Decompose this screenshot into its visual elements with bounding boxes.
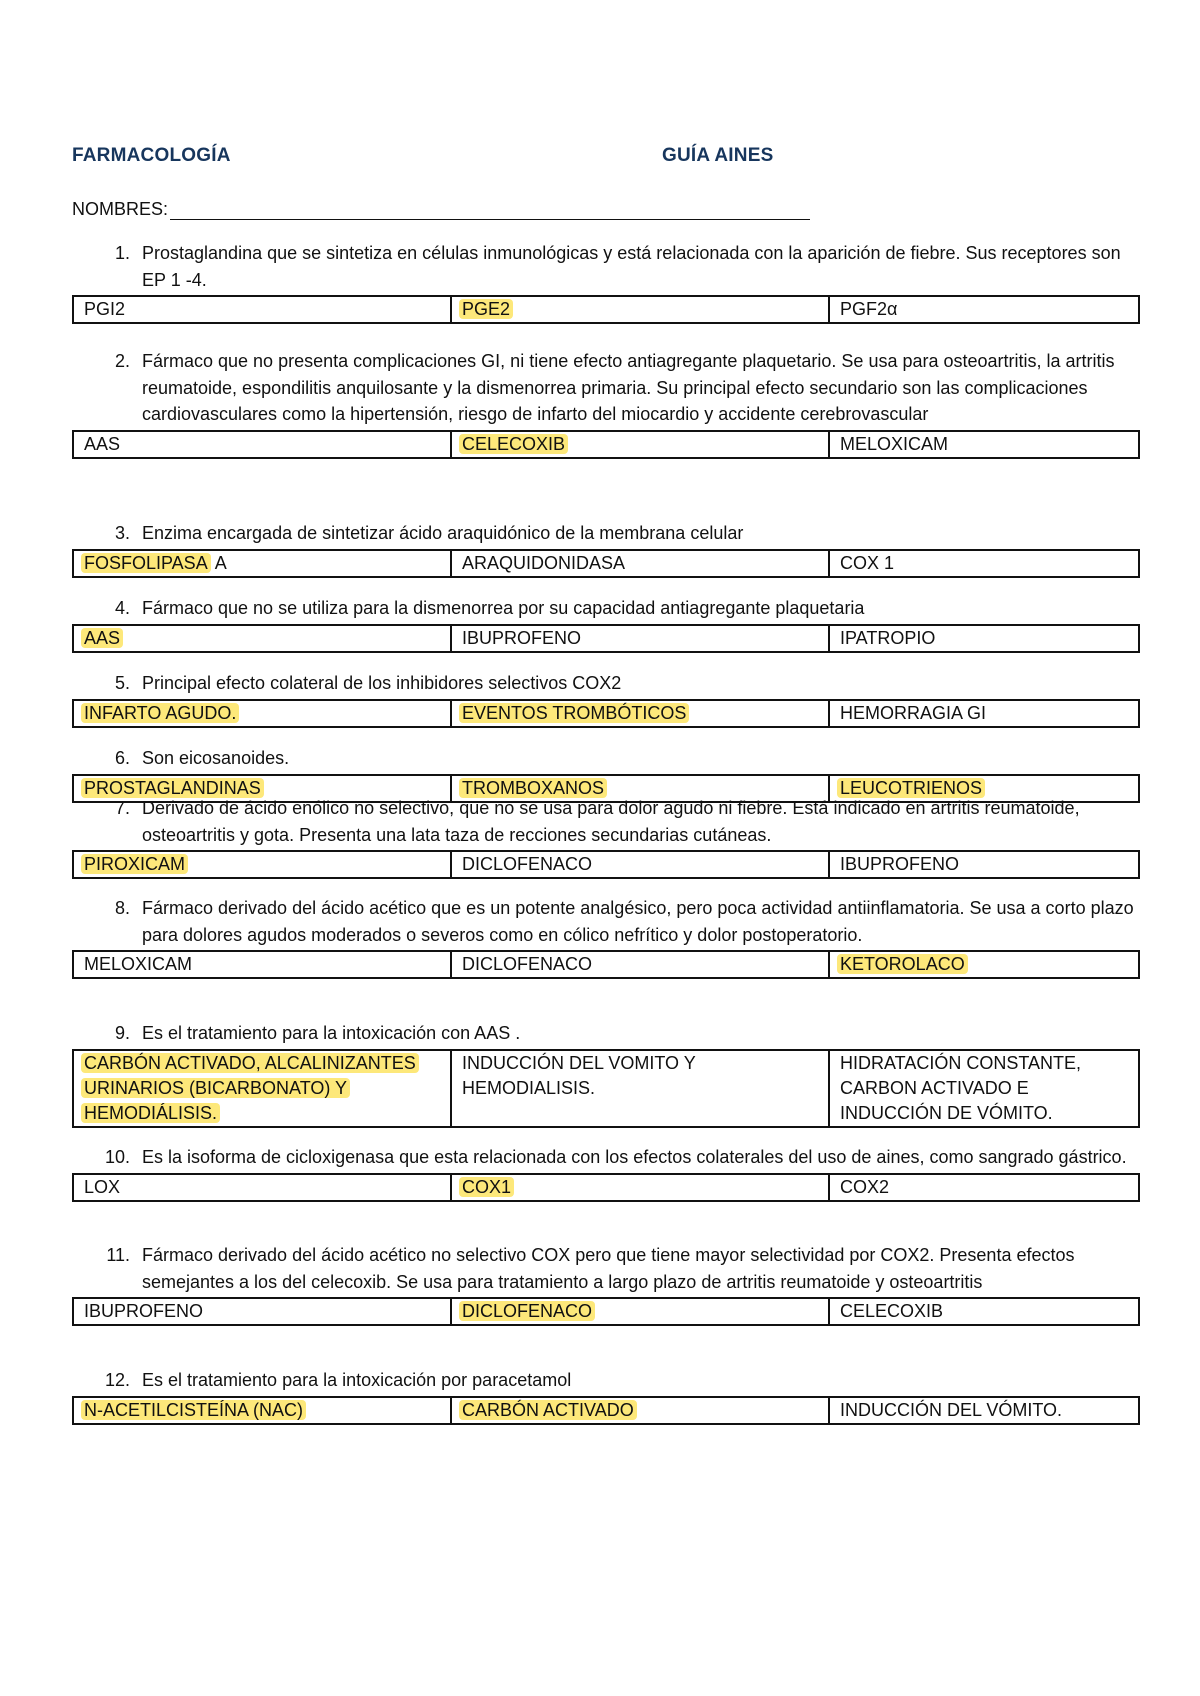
question-number: 6.	[114, 748, 130, 768]
answer-text: COX2	[840, 1176, 890, 1197]
answer-option-2[interactable]	[451, 1298, 829, 1325]
answer-text: HIDRATACIÓN CONSTANTE, CARBON ACTIVADO E INDUCCIÓN DE VÓMITO.	[840, 1052, 1082, 1123]
highlighted-answer: TROMBOXANOS	[459, 778, 607, 798]
answer-text: PGF2α	[840, 299, 898, 320]
question-number: 2.	[114, 351, 130, 371]
question-5	[72, 670, 1140, 728]
highlighted-answer: LEUCOTRIENOS	[837, 778, 985, 798]
question-2	[72, 348, 1140, 459]
answer-option-3[interactable]	[829, 1174, 1139, 1201]
question-number: 11.	[106, 1245, 130, 1265]
highlighted-answer: AAS	[81, 628, 123, 648]
question-body: Enzima encargada de sintetizar ácido araquidónico de la membrana celular	[142, 523, 744, 543]
question-text	[72, 745, 1140, 772]
answer-option-1[interactable]	[73, 431, 451, 458]
table-row	[73, 700, 1139, 727]
question-3	[72, 520, 1140, 578]
question-text	[72, 1020, 1140, 1047]
highlighted-answer: PGE2	[459, 299, 513, 319]
question-body: Es el tratamiento para la intoxicación con AAS .	[142, 1023, 521, 1043]
highlighted-answer: FOSFOLIPASA	[81, 553, 211, 573]
table-row	[73, 550, 1139, 577]
answer-text: DICLOFENACO	[462, 854, 593, 875]
question-11	[72, 1242, 1140, 1326]
answer-options-table	[72, 1396, 1140, 1425]
table-row	[73, 296, 1139, 323]
answer-text: IBUPROFENO	[84, 1301, 204, 1322]
highlighted-answer: PIROXICAM	[81, 854, 188, 874]
question-body: Fármaco que no se utiliza para la dismenorrea por su capacidad antiagregante plaquetaria	[142, 598, 865, 618]
question-body: Fármaco derivado del ácido acético que es un potente analgésico, pero poca actividad antiinflamatoria. Se usa a corto plazo para dolores agudos moderados o severos como en cólico nefrítico y dolor postoperatorio.	[142, 898, 1134, 945]
question-4	[72, 595, 1140, 653]
question-body: Son eicosanoides.	[142, 748, 290, 768]
answer-text: MELOXICAM	[84, 954, 193, 975]
answer-option-2[interactable]	[451, 431, 829, 458]
answer-option-2[interactable]	[451, 951, 829, 978]
highlighted-answer: COX1	[459, 1177, 514, 1197]
question-6	[72, 745, 1140, 803]
question-number: 12.	[104, 1370, 130, 1390]
answer-option-3[interactable]	[829, 851, 1139, 878]
answer-options-table	[72, 950, 1140, 979]
table-row	[73, 951, 1139, 978]
table-row	[73, 625, 1139, 652]
question-body: Prostaglandina que se sintetiza en células inmunológicas y está relacionada con la aparición de fiebre. Sus receptores son EP 1 -4.	[142, 243, 1121, 290]
answer-options-table	[72, 850, 1140, 879]
question-1	[72, 240, 1140, 324]
question-12	[72, 1367, 1140, 1425]
table-row	[73, 1298, 1139, 1325]
question-body: Es la isoforma de cicloxigenasa que esta relacionada con los efectos colaterales del uso de aines, como sangrado gástrico.	[142, 1147, 1127, 1167]
answer-option-1[interactable]	[73, 625, 451, 652]
answer-option-1[interactable]	[73, 1298, 451, 1325]
question-text	[72, 670, 1140, 697]
answer-option-3[interactable]	[829, 431, 1139, 458]
question-8	[72, 895, 1140, 979]
answer-option-3[interactable]	[829, 1397, 1139, 1424]
question-body: Derivado de ácido enólico no selectivo, que no se usa para dolor agudo ni fiebre. Está indicado en artritis reumatoide, osteoartritis y gota. Presenta una lata taza de recciones secundarias cutáneas.	[142, 798, 1080, 845]
answer-text: DICLOFENACO	[462, 954, 593, 975]
answer-options-table	[72, 549, 1140, 578]
question-text	[72, 1367, 1140, 1394]
highlighted-answer: PROSTAGLANDINAS	[81, 778, 264, 798]
names-blank-line	[170, 201, 810, 220]
answer-option-2[interactable]	[451, 1050, 829, 1127]
question-body: Fármaco derivado del ácido acético no selectivo COX pero que tiene mayor selectividad por COX2. Presenta efectos semejantes a los del celecoxib. Se usa para tratamiento a largo plazo de artritis reumatoide y osteoartritis	[142, 1245, 1075, 1292]
question-number: 7.	[114, 798, 130, 818]
answer-text: HEMORRAGIA GI	[840, 702, 987, 723]
table-row	[73, 431, 1139, 458]
answer-option-2[interactable]	[451, 296, 829, 323]
answer-text: ARAQUIDONIDASA	[462, 552, 626, 573]
question-number: 5.	[114, 673, 130, 693]
answer-option-3[interactable]	[829, 1050, 1139, 1127]
answer-options-table	[72, 430, 1140, 459]
highlighted-answer: CELECOXIB	[459, 434, 568, 454]
question-7	[72, 795, 1140, 879]
table-row	[73, 851, 1139, 878]
answer-option-2[interactable]	[451, 550, 829, 577]
highlighted-answer: KETOROLACO	[837, 954, 968, 974]
question-body: Principal efecto colateral de los inhibidores selectivos COX2	[142, 673, 622, 693]
answer-option-1[interactable]	[73, 951, 451, 978]
answer-option-3[interactable]	[829, 951, 1139, 978]
highlighted-answer: CARBÓN ACTIVADO, ALCALINIZANTES URINARIOS (BICARBONATO) Y HEMODIÁLISIS.	[81, 1053, 419, 1123]
question-number: 10.	[104, 1147, 130, 1167]
names-field	[72, 199, 810, 220]
answer-text: MELOXICAM	[840, 433, 949, 454]
answer-options-table	[72, 1297, 1140, 1326]
question-number: 8.	[114, 898, 130, 918]
question-number: 1.	[114, 243, 130, 263]
question-text	[72, 348, 1140, 428]
question-number: 9.	[114, 1023, 130, 1043]
answer-option-3[interactable]	[829, 625, 1139, 652]
highlighted-answer: INFARTO AGUDO.	[81, 703, 239, 723]
table-row	[73, 1174, 1139, 1201]
answer-option-2[interactable]	[451, 625, 829, 652]
answer-option-3[interactable]	[829, 550, 1139, 577]
answer-text: PGI2	[84, 299, 126, 320]
answer-options-table	[72, 1173, 1140, 1202]
answer-option-3[interactable]	[829, 296, 1139, 323]
answer-text: IBUPROFENO	[462, 627, 582, 648]
answer-options-table	[72, 699, 1140, 728]
answer-option-3[interactable]	[829, 700, 1139, 727]
answer-option-1[interactable]	[73, 851, 451, 878]
question-text	[72, 520, 1140, 547]
answer-text: IBUPROFENO	[840, 854, 960, 875]
question-body: Fármaco que no presenta complicaciones GI, ni tiene efecto antiagregante plaquetario. Se usa para osteoartritis, la artritis reumatoide, espondilitis anquilosante y la dismenorrea primaria. Su principal efecto secundario son las complicaciones cardiovasculares como la hipertensión, riesgo de infarto del miocardio y accidente cerebrovascular	[142, 351, 1115, 425]
answer-option-1[interactable]	[73, 1397, 451, 1424]
highlighted-answer: CARBÓN ACTIVADO	[459, 1400, 637, 1420]
guide-title: GUÍA AINES	[662, 145, 774, 166]
answer-options-table	[72, 624, 1140, 653]
answer-option-2[interactable]	[451, 1174, 829, 1201]
answer-options-table	[72, 295, 1140, 324]
answer-option-2[interactable]	[451, 1397, 829, 1424]
highlighted-answer: N-ACETILCISTEÍNA (NAC)	[81, 1400, 306, 1420]
answer-option-1[interactable]	[73, 700, 451, 727]
subject-heading: FARMACOLOGÍA	[72, 145, 231, 166]
table-row	[73, 1397, 1139, 1424]
question-text	[72, 795, 1140, 848]
answer-text: AAS	[84, 433, 121, 454]
question-text	[72, 240, 1140, 293]
question-9	[72, 1020, 1140, 1128]
question-text	[72, 595, 1140, 622]
answer-text: LOX	[84, 1176, 121, 1197]
answer-option-2[interactable]	[451, 851, 829, 878]
question-body: Es el tratamiento para la intoxicación por paracetamol	[142, 1370, 572, 1390]
answer-option-2[interactable]	[451, 700, 829, 727]
question-text	[72, 1242, 1140, 1295]
answer-text: COX 1	[840, 552, 895, 573]
answer-text: IPATROPIO	[840, 627, 936, 648]
answer-text: INDUCCIÓN DEL VÓMITO.	[840, 1399, 1063, 1420]
answer-options-table	[72, 1049, 1140, 1128]
question-10	[72, 1144, 1140, 1202]
names-label: NOMBRES:	[72, 199, 169, 219]
table-row	[73, 1050, 1139, 1127]
answer-text: CELECOXIB	[840, 1301, 944, 1322]
question-number: 4.	[114, 598, 130, 618]
highlighted-answer: DICLOFENACO	[459, 1301, 595, 1321]
answer-option-1[interactable]	[73, 296, 451, 323]
answer-option-1[interactable]	[73, 1050, 451, 1127]
answer-text: INDUCCIÓN DEL VOMITO Y HEMODIALISIS.	[462, 1052, 696, 1098]
question-text	[72, 895, 1140, 948]
question-text	[72, 1144, 1140, 1171]
answer-option-1[interactable]: FOSFOLIPASA A	[73, 550, 451, 577]
highlighted-answer: EVENTOS TROMBÓTICOS	[459, 703, 689, 723]
question-number: 3.	[114, 523, 130, 543]
answer-option-3[interactable]	[829, 1298, 1139, 1325]
answer-option-1[interactable]	[73, 1174, 451, 1201]
